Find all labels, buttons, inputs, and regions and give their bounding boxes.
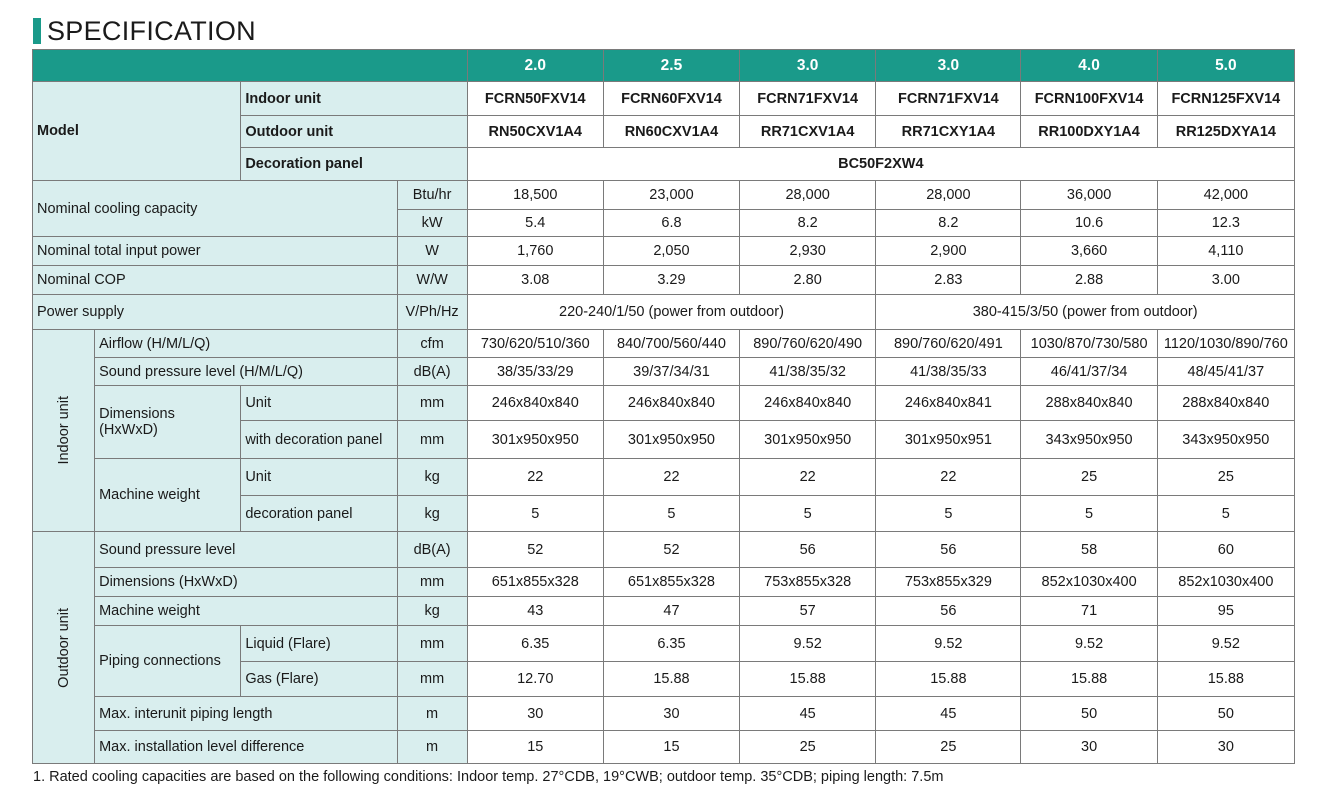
value-cell: 5.4 (467, 210, 603, 237)
value-cell: 2,900 (876, 237, 1021, 266)
model-cell: RR100DXY1A4 (1021, 116, 1157, 148)
capacity-cell: 3.0 (740, 50, 876, 82)
panel-model-cell: BC50F2XW4 (467, 148, 1294, 181)
sub-label: decoration panel (241, 496, 397, 532)
value-cell: 15 (467, 731, 603, 764)
row-label: Machine weight (95, 597, 397, 626)
three-phase-cell: 380-415/3/50 (power from outdoor) (876, 295, 1295, 330)
value-cell: 5 (876, 496, 1021, 532)
value-cell: 730/620/510/360 (467, 330, 603, 358)
value-cell: 52 (603, 532, 739, 568)
value-cell: 30 (1021, 731, 1157, 764)
value-cell: 651x855x328 (467, 568, 603, 597)
value-cell: 6.35 (467, 626, 603, 662)
unit-cell: m (397, 697, 467, 731)
value-cell: 71 (1021, 597, 1157, 626)
value-cell: 8.2 (876, 210, 1021, 237)
value-cell: 52 (467, 532, 603, 568)
unit-cell: cfm (397, 330, 467, 358)
value-cell: 2.83 (876, 266, 1021, 295)
value-cell: 57 (740, 597, 876, 626)
value-cell: 15.88 (1021, 662, 1157, 697)
indoor-unit-label: Indoor unit (241, 82, 467, 116)
value-cell: 28,000 (740, 181, 876, 210)
value-cell: 18,500 (467, 181, 603, 210)
value-cell: 651x855x328 (603, 568, 739, 597)
model-cell: FCRN60FXV14 (603, 82, 739, 116)
model-cell: FCRN50FXV14 (467, 82, 603, 116)
indoor-unit-group-text: Indoor unit (55, 396, 72, 465)
unit-cell: m (397, 731, 467, 764)
value-cell: 5 (740, 496, 876, 532)
sub-label: Liquid (Flare) (241, 626, 397, 662)
value-cell: 301x950x951 (876, 421, 1021, 459)
row-label: Airflow (H/M/L/Q) (95, 330, 397, 358)
value-cell: 42,000 (1157, 181, 1294, 210)
outdoor-unit-group-label (33, 532, 95, 764)
value-cell: 56 (876, 597, 1021, 626)
value-cell: 852x1030x400 (1157, 568, 1294, 597)
value-cell: 43 (467, 597, 603, 626)
value-cell: 46/41/37/34 (1021, 358, 1157, 386)
value-cell: 301x950x950 (740, 421, 876, 459)
value-cell: 50 (1157, 697, 1294, 731)
value-cell: 30 (467, 697, 603, 731)
section-heading (33, 16, 256, 46)
value-cell: 25 (1021, 459, 1157, 496)
value-cell: 5 (1021, 496, 1157, 532)
value-cell: 343x950x950 (1157, 421, 1294, 459)
model-cell: RR71CXV1A4 (740, 116, 876, 148)
value-cell: 15.88 (1157, 662, 1294, 697)
outdoor-dimensions-row (33, 568, 1295, 597)
heading-accent-bar (33, 18, 41, 44)
model-cell: RR71CXY1A4 (876, 116, 1021, 148)
specification-table (32, 49, 1295, 764)
piping-liquid-row (33, 626, 1295, 662)
value-cell: 753x855x328 (740, 568, 876, 597)
value-cell: 45 (876, 697, 1021, 731)
value-cell: 41/38/35/32 (740, 358, 876, 386)
value-cell: 25 (1157, 459, 1294, 496)
value-cell: 25 (740, 731, 876, 764)
value-cell: 22 (876, 459, 1021, 496)
value-cell: 3.00 (1157, 266, 1294, 295)
value-cell: 890/760/620/491 (876, 330, 1021, 358)
value-cell: 8.2 (740, 210, 876, 237)
cooling-capacity-label: Nominal cooling capacity (33, 181, 398, 237)
value-cell: 5 (603, 496, 739, 532)
value-cell: 753x855x329 (876, 568, 1021, 597)
value-cell: 15.88 (876, 662, 1021, 697)
model-cell: RN60CXV1A4 (603, 116, 739, 148)
value-cell: 1030/870/730/580 (1021, 330, 1157, 358)
value-cell: 288x840x840 (1157, 386, 1294, 421)
sub-label: Unit (241, 459, 397, 496)
row-label: Dimensions (HxWxD) (95, 386, 241, 459)
unit-cell: mm (397, 568, 467, 597)
unit-cell: W (397, 237, 467, 266)
indoor-sound-row (33, 358, 1295, 386)
model-cell: FCRN71FXV14 (740, 82, 876, 116)
unit-cell: mm (397, 386, 467, 421)
value-cell: 852x1030x400 (1021, 568, 1157, 597)
outdoor-unit-label: Outdoor unit (241, 116, 467, 148)
cop-row (33, 266, 1295, 295)
value-cell: 840/700/560/440 (603, 330, 739, 358)
value-cell: 890/760/620/490 (740, 330, 876, 358)
unit-cell: V/Ph/Hz (397, 295, 467, 330)
max-level-row (33, 731, 1295, 764)
value-cell: 23,000 (603, 181, 739, 210)
value-cell: 15 (603, 731, 739, 764)
unit-cell: dB(A) (397, 358, 467, 386)
row-label: Sound pressure level (95, 532, 397, 568)
value-cell: 301x950x950 (603, 421, 739, 459)
indoor-dimensions-unit-row (33, 386, 1295, 421)
value-cell: 9.52 (876, 626, 1021, 662)
unit-cell: kg (397, 459, 467, 496)
model-label: Model (33, 82, 241, 181)
value-cell: 12.3 (1157, 210, 1294, 237)
value-cell: 343x950x950 (1021, 421, 1157, 459)
value-cell: 1,760 (467, 237, 603, 266)
unit-cell: mm (397, 626, 467, 662)
value-cell: 41/38/35/33 (876, 358, 1021, 386)
value-cell: 56 (740, 532, 876, 568)
unit-cell: kW (397, 210, 467, 237)
value-cell: 95 (1157, 597, 1294, 626)
row-label: Max. interunit piping length (95, 697, 397, 731)
value-cell: 3.08 (467, 266, 603, 295)
row-label: Max. installation level difference (95, 731, 397, 764)
value-cell: 30 (603, 697, 739, 731)
header-blank (33, 50, 468, 82)
unit-cell: mm (397, 421, 467, 459)
value-cell: 50 (1021, 697, 1157, 731)
indoor-weight-unit-row (33, 459, 1295, 496)
power-supply-row (33, 295, 1295, 330)
value-cell: 6.35 (603, 626, 739, 662)
value-cell: 9.52 (1021, 626, 1157, 662)
row-label: Nominal total input power (33, 237, 398, 266)
indoor-model-row (33, 82, 1295, 116)
airflow-row (33, 330, 1295, 358)
sub-label: Unit (241, 386, 397, 421)
value-cell: 301x950x950 (467, 421, 603, 459)
value-cell: 58 (1021, 532, 1157, 568)
outdoor-weight-row (33, 597, 1295, 626)
value-cell: 2,050 (603, 237, 739, 266)
row-label: Piping connections (95, 626, 241, 697)
unit-cell: kg (397, 597, 467, 626)
value-cell: 3,660 (1021, 237, 1157, 266)
unit-cell: Btu/hr (397, 181, 467, 210)
row-label: Power supply (33, 295, 398, 330)
value-cell: 246x840x840 (740, 386, 876, 421)
value-cell: 5 (467, 496, 603, 532)
value-cell: 22 (603, 459, 739, 496)
capacity-cell: 4.0 (1021, 50, 1157, 82)
value-cell: 2.88 (1021, 266, 1157, 295)
value-cell: 56 (876, 532, 1021, 568)
value-cell: 2.80 (740, 266, 876, 295)
sub-label: Gas (Flare) (241, 662, 397, 697)
model-cell: FCRN125FXV14 (1157, 82, 1294, 116)
unit-cell: W/W (397, 266, 467, 295)
value-cell: 15.88 (740, 662, 876, 697)
input-power-row (33, 237, 1295, 266)
value-cell: 30 (1157, 731, 1294, 764)
value-cell: 9.52 (740, 626, 876, 662)
value-cell: 39/37/34/31 (603, 358, 739, 386)
value-cell: 47 (603, 597, 739, 626)
value-cell: 28,000 (876, 181, 1021, 210)
value-cell: 5 (1157, 496, 1294, 532)
value-cell: 2,930 (740, 237, 876, 266)
value-cell: 22 (467, 459, 603, 496)
capacity-cell: 3.0 (876, 50, 1021, 82)
value-cell: 4,110 (1157, 237, 1294, 266)
row-label: Sound pressure level (H/M/L/Q) (95, 358, 397, 386)
value-cell: 246x840x841 (876, 386, 1021, 421)
value-cell: 246x840x840 (603, 386, 739, 421)
value-cell: 288x840x840 (1021, 386, 1157, 421)
capacity-cell: 2.5 (603, 50, 739, 82)
value-cell: 3.29 (603, 266, 739, 295)
max-length-row (33, 697, 1295, 731)
value-cell: 15.88 (603, 662, 739, 697)
row-label: Nominal COP (33, 266, 398, 295)
single-phase-cell: 220-240/1/50 (power from outdoor) (467, 295, 876, 330)
value-cell: 36,000 (1021, 181, 1157, 210)
capacity-header-row (33, 50, 1295, 82)
value-cell: 48/45/41/37 (1157, 358, 1294, 386)
footnote: 1. Rated cooling capacities are based on the following conditions: Indoor temp. 27°CDB, 19°CWB; outdoor temp. 35°CDB; piping length: 7.5m (33, 769, 944, 785)
value-cell: 38/35/33/29 (467, 358, 603, 386)
value-cell: 25 (876, 731, 1021, 764)
indoor-unit-group-label (33, 330, 95, 532)
unit-cell: dB(A) (397, 532, 467, 568)
row-label: Machine weight (95, 459, 241, 532)
value-cell: 10.6 (1021, 210, 1157, 237)
model-cell: RN50CXV1A4 (467, 116, 603, 148)
model-cell: FCRN100FXV14 (1021, 82, 1157, 116)
model-cell: RR125DXYA14 (1157, 116, 1294, 148)
row-label: Dimensions (HxWxD) (95, 568, 397, 597)
decoration-panel-label: Decoration panel (241, 148, 467, 181)
capacity-cell: 2.0 (467, 50, 603, 82)
value-cell: 22 (740, 459, 876, 496)
value-cell: 9.52 (1157, 626, 1294, 662)
capacity-cell: 5.0 (1157, 50, 1294, 82)
value-cell: 60 (1157, 532, 1294, 568)
value-cell: 1120/1030/890/760 (1157, 330, 1294, 358)
value-cell: 45 (740, 697, 876, 731)
unit-cell: kg (397, 496, 467, 532)
page-title: SPECIFICATION (47, 15, 256, 46)
outdoor-unit-group-text: Outdoor unit (55, 607, 72, 688)
sub-label: with decoration panel (241, 421, 397, 459)
value-cell: 246x840x840 (467, 386, 603, 421)
value-cell: 6.8 (603, 210, 739, 237)
cooling-btu-row (33, 181, 1295, 210)
unit-cell: mm (397, 662, 467, 697)
value-cell: 12.70 (467, 662, 603, 697)
outdoor-sound-row (33, 532, 1295, 568)
model-cell: FCRN71FXV14 (876, 82, 1021, 116)
